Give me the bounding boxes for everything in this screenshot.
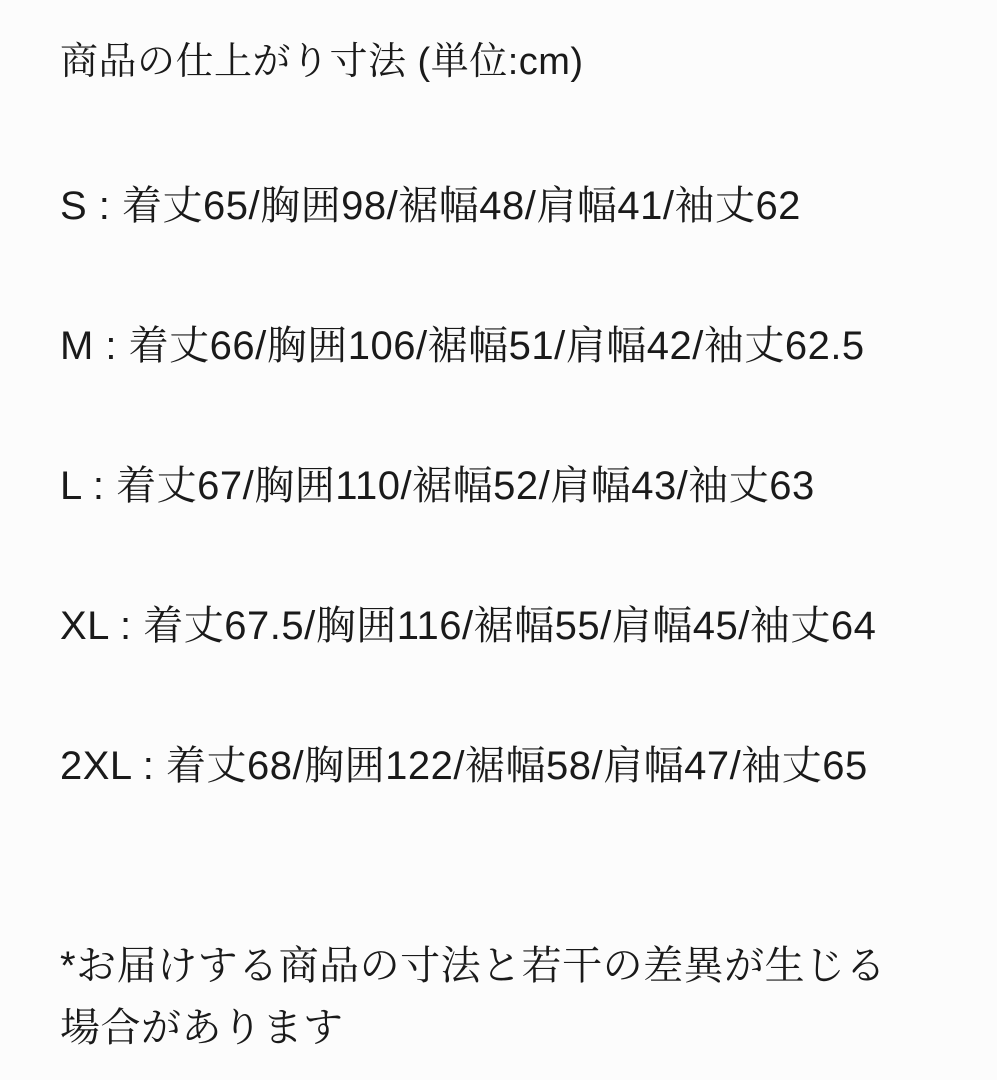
footnote-line-1: *お届けする商品の寸法と若干の差異が生じる	[60, 944, 887, 988]
size-line-2xl: 2XL : 着丈68/胸囲122/裾幅58/肩幅47/袖丈65	[60, 744, 868, 788]
size-line-s: S : 着丈65/胸囲98/裾幅48/肩幅41/袖丈62	[60, 184, 801, 228]
size-line-l: L : 着丈67/胸囲110/裾幅52/肩幅43/袖丈63	[60, 464, 815, 508]
footnote	[60, 935, 949, 1059]
footnote-line-2: 場合があります	[60, 1006, 344, 1050]
page-title: 商品の仕上がり寸法 (単位:cm)	[60, 41, 584, 83]
size-line-m: M : 着丈66/胸囲106/裾幅51/肩幅42/袖丈62.5	[60, 324, 865, 368]
size-line-xl: XL : 着丈67.5/胸囲116/裾幅55/肩幅45/袖丈64	[60, 604, 877, 648]
